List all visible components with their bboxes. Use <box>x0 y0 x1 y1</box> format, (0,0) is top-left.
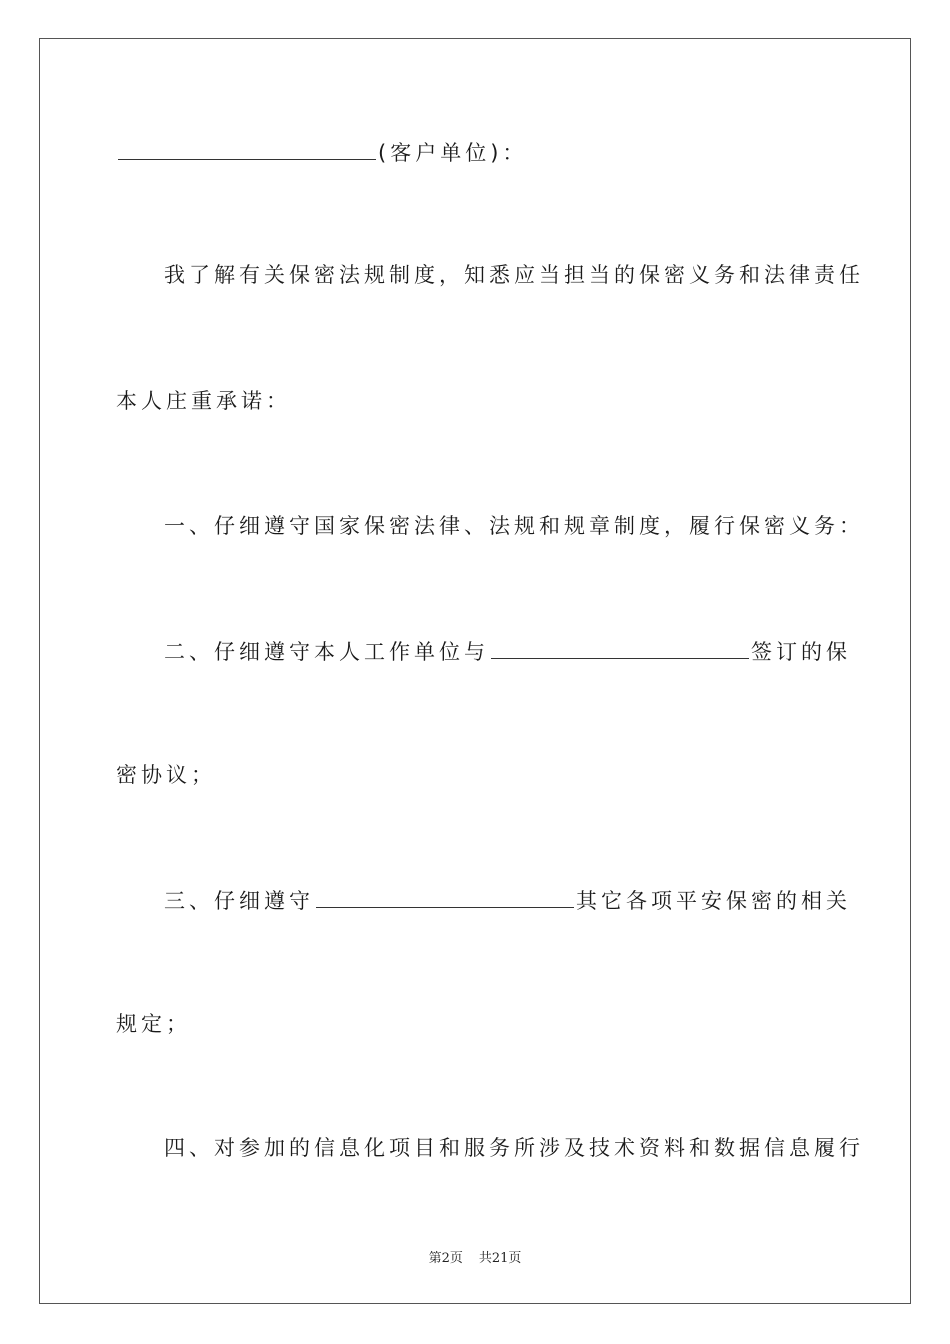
item-three-suffix: 其它各项平安保密的相关 <box>576 889 851 913</box>
page-footer <box>0 1247 950 1266</box>
page-frame <box>39 38 911 1304</box>
page-number: 第2页 <box>428 1251 463 1266</box>
paragraph-awareness: 我了解有关保密法规制度，知悉应当担当的保密义务和法律责任 <box>164 263 864 287</box>
client-unit-line <box>116 137 527 167</box>
item-four: 四、对参加的信息化项目和服务所涉及技术资料和数据信息履行 <box>164 1136 864 1160</box>
item-two-blank[interactable] <box>491 636 749 659</box>
item-three-prefix: 三、仔细遵守 <box>164 889 314 913</box>
client-unit-blank[interactable] <box>118 137 376 160</box>
item-two-prefix: 二、仔细遵守本人工作单位与 <box>164 640 489 664</box>
item-one: 一、仔细遵守国家保密法律、法规和规章制度，履行保密义务： <box>164 514 864 538</box>
item-two-suffix: 签订的保 <box>751 640 851 664</box>
item-two-continuation: 密协议； <box>116 763 216 787</box>
item-two <box>164 636 851 666</box>
page-total: 共21页 <box>478 1251 522 1266</box>
item-three-blank[interactable] <box>316 885 574 908</box>
item-three <box>164 885 851 915</box>
item-three-continuation: 规定； <box>116 1012 191 1036</box>
paragraph-commitment: 本人庄重承诺： <box>116 389 291 413</box>
client-unit-label: (客户单位)： <box>378 141 528 165</box>
